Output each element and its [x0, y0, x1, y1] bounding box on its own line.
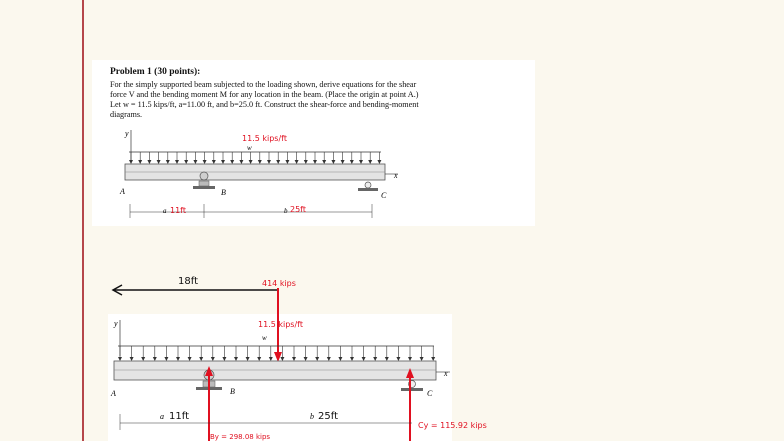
d1-hand-w: 11.5 kips/ft [242, 134, 287, 143]
d1-hand-b: 25ft [290, 205, 306, 214]
load-arrow-head [176, 357, 180, 361]
d1-a-label: a [163, 207, 167, 215]
load-arrow-head [350, 357, 354, 361]
load-arrow-head [130, 357, 134, 361]
load-arrow-head [199, 357, 203, 361]
load-arrow-head [269, 357, 273, 361]
d1-point-c: C [381, 191, 387, 200]
d1-b-label: b [284, 207, 288, 215]
d1-point-a: A [120, 187, 125, 196]
load-arrow-head [431, 357, 435, 361]
load-arrow-head [164, 357, 168, 361]
load-arrow-head [153, 357, 157, 361]
problem-line-1: For the simply supported beam subjected to the loading shown, derive equations for the shear [110, 80, 417, 89]
d2-point-b: B [230, 387, 235, 396]
problem-line-2: force V and the bending moment M for any location in the beam. (Place the origin at point A.) [110, 90, 419, 99]
load-arrow-head [280, 357, 284, 361]
load-arrow-head [408, 357, 412, 361]
load-arrow-head [211, 357, 215, 361]
load-arrow-head [396, 357, 400, 361]
distance-annotation: 18ft [178, 276, 198, 287]
d2-w-label: w [262, 334, 267, 342]
resultant-annotation: 414 kips [262, 279, 296, 288]
d2-a-label: a [160, 412, 164, 421]
load-arrow-head [118, 357, 122, 361]
load-arrow-head [292, 357, 296, 361]
by-reaction-label: By = 298.08 kips [210, 433, 271, 441]
d1-w-label: w [247, 144, 252, 152]
problem-title: Problem 1 (30 points): [110, 67, 201, 77]
load-arrow-head [304, 357, 308, 361]
d2-ground-c [401, 388, 423, 391]
d2-point-a: A [111, 389, 116, 398]
load-arrow-head [234, 357, 238, 361]
load-arrow-head [246, 357, 250, 361]
d2-w-note: 11.5 kips/ft [258, 320, 303, 329]
d2-beam [114, 361, 436, 380]
d2-point-c: C [427, 389, 433, 398]
load-arrow-head [315, 357, 319, 361]
d2-b-label: b [310, 412, 314, 421]
cy-reaction-label: Cy = 115.92 kips [418, 421, 487, 430]
d2-a-hand: 11ft [169, 411, 189, 422]
d1-y-label: y [125, 129, 129, 138]
load-arrow-head [338, 357, 342, 361]
d1-x-label: x [394, 171, 398, 180]
problem-line-3: Let w = 11.5 kips/ft, a=11.00 ft, and b=25.0 ft. Construct the shear-force and bending-moment [110, 100, 419, 109]
load-arrow-head [141, 357, 145, 361]
problem-line-4: diagrams. [110, 110, 143, 119]
load-arrow-head [373, 357, 377, 361]
load-arrow-head [385, 357, 389, 361]
load-arrow-head [420, 357, 424, 361]
d2-y-label: y [114, 319, 118, 328]
load-arrow-head [257, 357, 261, 361]
load-arrow-head [188, 357, 192, 361]
d2-b-hand: 25ft [318, 411, 338, 422]
d1-hand-a: 11ft [170, 206, 186, 215]
load-arrow-head [362, 357, 366, 361]
load-arrow-head [327, 357, 331, 361]
load-arrow-head [222, 357, 226, 361]
d2-x-label: x [444, 369, 448, 378]
d1-point-b: B [221, 188, 226, 197]
